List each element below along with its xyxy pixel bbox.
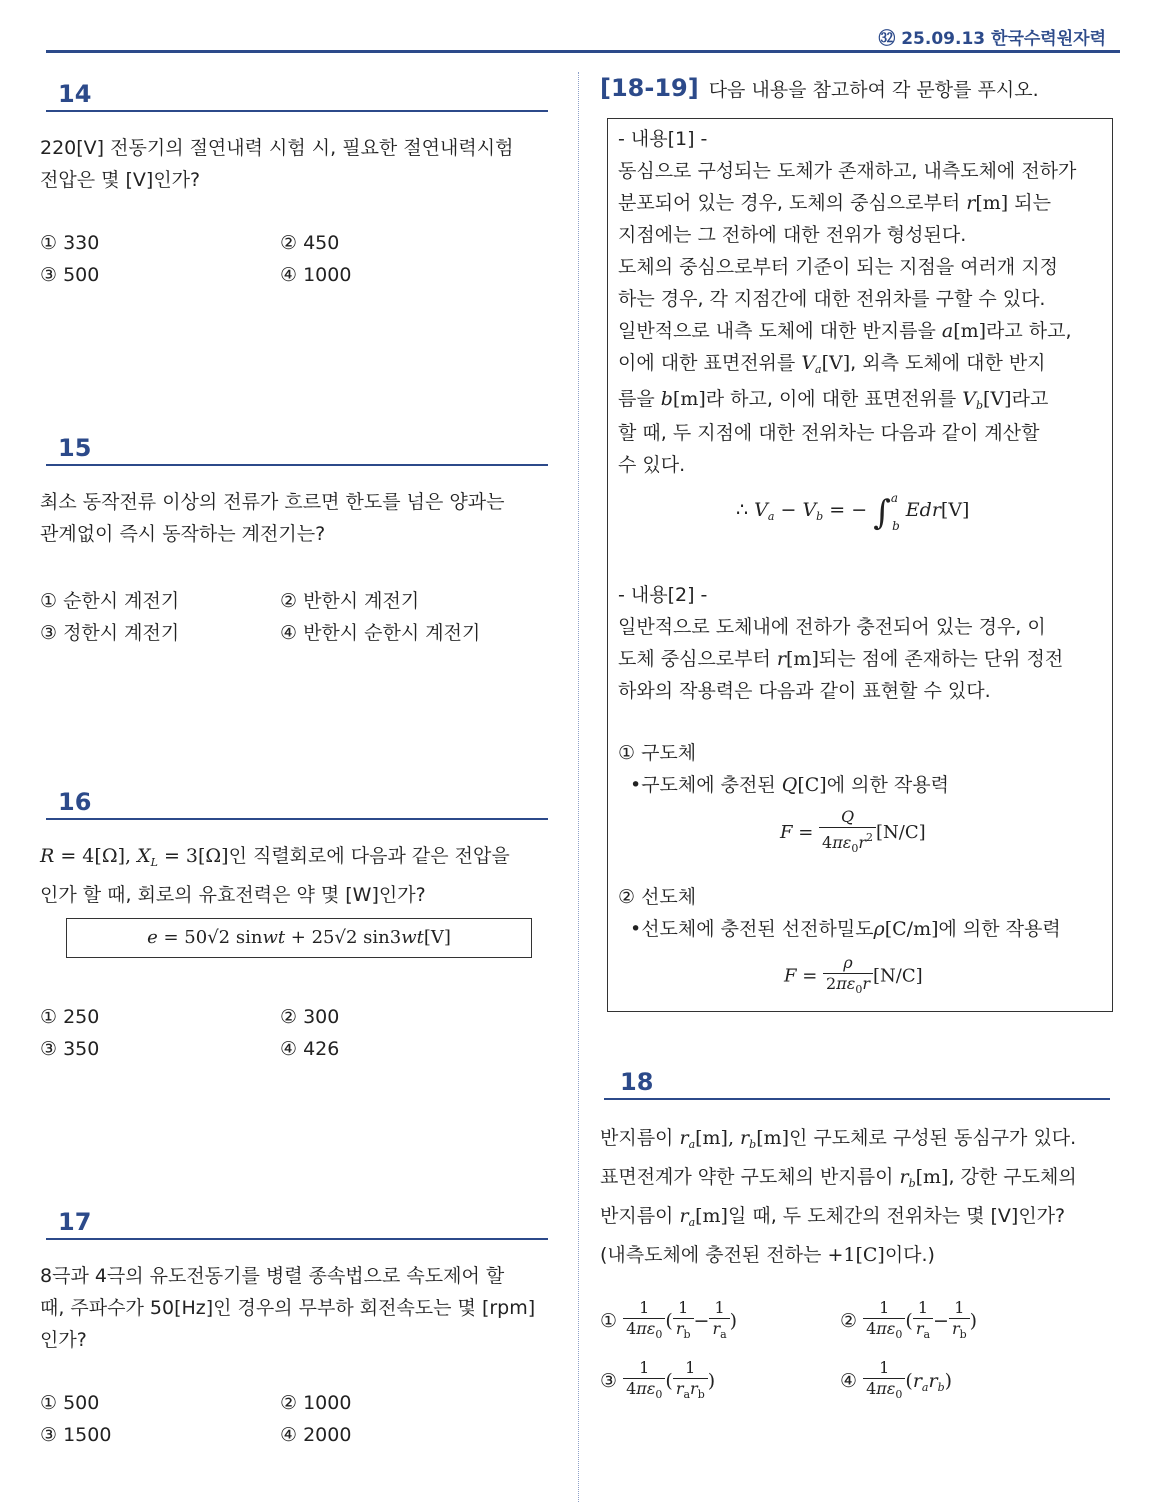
ref-text: 라고 bbox=[1011, 388, 1049, 410]
question-number: 15 bbox=[58, 434, 92, 462]
ref-text: 름을 bbox=[618, 388, 661, 410]
option-3[interactable]: ③ 350 bbox=[40, 1038, 100, 1060]
ref-text: •선도체에 충전된 선전하밀도 bbox=[630, 918, 874, 940]
question-text bbox=[40, 486, 504, 550]
question-line: 전압은 몇 [V]인가? bbox=[40, 169, 201, 191]
option-1[interactable]: ① $\frac{1}{4\pi\varepsilon_0}$ ( $\frac{1}{r_b}$ − $\frac{1}{r_a}$ ) bbox=[600, 1298, 738, 1341]
option-2[interactable]: ② 300 bbox=[280, 1006, 340, 1028]
option-3[interactable]: ③ 정한시 계전기 bbox=[40, 622, 180, 644]
option-1[interactable]: ① 500 bbox=[40, 1392, 100, 1414]
ref-text: 에 의한 작용력 bbox=[938, 918, 1061, 940]
option-4[interactable]: ④ $\frac{1}{4\pi\varepsilon_0}$ $(r_ar_b)$ bbox=[840, 1358, 953, 1401]
ref-line: 하와의 작용력은 다음과 같이 표현할 수 있다. bbox=[618, 680, 991, 702]
question-line-text: , 강한 구도체의 bbox=[948, 1166, 1077, 1188]
question-line-text: 이다.) bbox=[884, 1244, 935, 1266]
option-marker: ① bbox=[600, 1310, 618, 1332]
ref-text: 일반적으로 내측 도체에 대한 반지름을 bbox=[618, 320, 942, 342]
question-line: 인가? bbox=[40, 1329, 87, 1351]
option-2[interactable]: ② 450 bbox=[280, 232, 340, 254]
question-line: 때, 주파수가 50[Hz]인 경우의 무부하 회전속도는 몇 [rpm] bbox=[40, 1297, 536, 1319]
option-2[interactable]: ② 1000 bbox=[280, 1392, 352, 1414]
potential-difference-equation: ∴ $V_a - V_b$ = − ∫$^a_b$ Edr[V] bbox=[736, 491, 970, 533]
group-title bbox=[600, 74, 1039, 102]
ref-line: •구도체에 충전된 Q[C]에 의한 작용력 bbox=[630, 774, 949, 796]
column-divider bbox=[578, 72, 579, 1502]
question-underline bbox=[46, 1238, 548, 1240]
option-1[interactable]: ① 250 bbox=[40, 1006, 100, 1028]
ref-line: 도체 중심으로부터 r[m]되는 점에 존재하는 단위 정전 bbox=[618, 648, 1064, 670]
question-line-text: 반지름이 bbox=[600, 1205, 680, 1227]
voltage-equation-box: e = 50√2 sinwt + 25√2 sin3wt[V] bbox=[66, 918, 532, 958]
option-1[interactable]: ① 순한시 계전기 bbox=[40, 590, 180, 612]
ref-text: 라고 하고, bbox=[986, 320, 1072, 342]
question-text bbox=[40, 132, 513, 196]
option-3[interactable]: ③ 500 bbox=[40, 264, 100, 286]
option-1[interactable]: ① 330 bbox=[40, 232, 100, 254]
ref-text: 라 하고, 이에 대한 표면전위를 bbox=[705, 388, 963, 410]
question-line: 관계없이 즉시 동작하는 계전기는? bbox=[40, 523, 326, 545]
ref-text: 분포되어 있는 경우, 도체의 중심으로부터 bbox=[618, 192, 967, 214]
option-2[interactable]: ② 반한시 계전기 bbox=[280, 590, 420, 612]
question-line: 인가 할 때, 회로의 유효전력은 약 몇 [W]인가? bbox=[40, 884, 426, 906]
question-text bbox=[40, 840, 510, 911]
question-underline bbox=[604, 1098, 1110, 1100]
question-number: 14 bbox=[58, 80, 92, 108]
ref-line: 하는 경우, 각 지점간에 대한 전위차를 구할 수 있다. bbox=[618, 288, 1046, 310]
question-line: 반지름이 $r_a[m]$, $r_b[m]$인 구도체로 구성된 동심구가 있다. bbox=[600, 1127, 1077, 1151]
ref-line: 분포되어 있는 경우, 도체의 중심으로부터 r[m] 되는 bbox=[618, 192, 1051, 214]
question-line-text: 표면전계가 약한 구도체의 반지름이 bbox=[600, 1166, 900, 1188]
ref-heading-2: - 내용[2] - bbox=[618, 584, 708, 606]
ref-line: 이에 대한 표면전위를 $V_a[V]$, 외측 도체에 대한 반지 bbox=[618, 352, 1046, 376]
option-marker: ③ bbox=[600, 1370, 618, 1392]
header-title: ㉜ 25.09.13 한국수력원자력 bbox=[878, 29, 1106, 49]
question-line: (내측도체에 충전된 전하는 +1[C]이다.) bbox=[600, 1244, 935, 1266]
question-line: 표면전계가 약한 구도체의 반지름이 $r_b[m]$, 강한 구도체의 bbox=[600, 1166, 1077, 1190]
ref-text: , 외측 도체에 대한 반지 bbox=[850, 352, 1046, 374]
option-marker: ④ bbox=[840, 1370, 858, 1392]
ref-text: 되는 점에 존재하는 단위 정전 bbox=[818, 648, 1064, 670]
ref-text: 이에 대한 표면전위를 bbox=[618, 352, 802, 374]
ref-text: •구도체에 충전된 bbox=[630, 774, 782, 796]
ref-text: 도체 중심으로부터 bbox=[618, 648, 777, 670]
case-2-title: ② 선도체 bbox=[618, 886, 697, 908]
option-4[interactable]: ④ 1000 bbox=[280, 264, 352, 286]
sphere-force-equation: F = $\frac{Q}{4\pi\varepsilon_0r^2}$ [N/C] bbox=[780, 807, 926, 855]
ref-line: 일반적으로 도체내에 전하가 충전되어 있는 경우, 이 bbox=[618, 616, 1046, 638]
page-header bbox=[46, 20, 1120, 53]
option-marker: ② bbox=[840, 1310, 858, 1332]
reference-box bbox=[607, 118, 1113, 1012]
question-line: 반지름이 $r_a[m]$일 때, 두 도체간의 전위차는 몇 [V]인가? bbox=[600, 1205, 1066, 1229]
ref-line: 동심으로 구성되는 도체가 존재하고, 내측도체에 전하가 bbox=[618, 160, 1077, 182]
ref-text: 되는 bbox=[1008, 192, 1051, 214]
question-line-text: 반지름이 bbox=[600, 1127, 680, 1149]
question-line-text: (내측도체에 충전된 전하는 bbox=[600, 1244, 828, 1266]
option-3[interactable]: ③ 1500 bbox=[40, 1424, 112, 1446]
question-underline bbox=[46, 110, 548, 112]
question-line-text: 인 구도체로 구성된 동심구가 있다. bbox=[789, 1127, 1077, 1149]
question-number: 16 bbox=[58, 788, 92, 816]
option-3[interactable]: ③ $\frac{1}{4\pi\varepsilon_0}$ ( $\frac{1}{r_ar_b}$ ) bbox=[600, 1358, 716, 1401]
line-force-equation: F = $\frac{\rho}{2\pi\varepsilon_0r}$ [N/C] bbox=[784, 953, 923, 996]
group-intro: 다음 내용을 참고하여 각 문항를 푸시오. bbox=[708, 79, 1039, 101]
option-4[interactable]: ④ 2000 bbox=[280, 1424, 352, 1446]
question-line-text: 일 때, 두 도체간의 전위차는 몇 [V]인가? bbox=[727, 1205, 1066, 1227]
ref-line: 름을 b[m]라 하고, 이에 대한 표면전위를 $V_b[V]$라고 bbox=[618, 388, 1049, 412]
question-line: 최소 동작전류 이상의 전류가 흐르면 한도를 넘은 양과는 bbox=[40, 491, 505, 513]
ref-heading-1: - 내용[1] - bbox=[618, 128, 708, 150]
ref-line: 도체의 중심으로부터 기준이 되는 지점을 여러개 지정 bbox=[618, 256, 1059, 278]
option-4[interactable]: ④ 426 bbox=[280, 1038, 340, 1060]
question-line: R = 4[Ω], $X_L = 3[\Omega]$인 직렬회로에 다음과 같은 전압을 bbox=[40, 845, 510, 869]
question-underline bbox=[46, 464, 548, 466]
question-text bbox=[600, 1122, 1077, 1271]
ref-line: 지점에는 그 전하에 대한 전위가 형성된다. bbox=[618, 224, 967, 246]
question-underline bbox=[46, 818, 548, 820]
ref-text: 에 의한 작용력 bbox=[826, 774, 949, 796]
option-2[interactable]: ② $\frac{1}{4\pi\varepsilon_0}$ ( $\frac{1}{r_a}$ − $\frac{1}{r_b}$ ) bbox=[840, 1298, 978, 1341]
ref-line: •선도체에 충전된 선전하밀도ρ[C/m]에 의한 작용력 bbox=[630, 918, 1061, 940]
question-number: 18 bbox=[620, 1068, 654, 1096]
group-number: [18-19] bbox=[600, 74, 699, 102]
question-number: 17 bbox=[58, 1208, 92, 1236]
ref-line: 수 있다. bbox=[618, 454, 686, 476]
question-line: 8극과 4극의 유도전동기를 병렬 종속법으로 속도제어 할 bbox=[40, 1265, 505, 1287]
option-4[interactable]: ④ 반한시 순한시 계전기 bbox=[280, 622, 481, 644]
ref-line: 일반적으로 내측 도체에 대한 반지름을 a[m]라고 하고, bbox=[618, 320, 1072, 342]
question-line-text: 인 직렬회로에 다음과 같은 전압을 bbox=[228, 845, 510, 867]
question-line: 220[V] 전동기의 절연내력 시험 시, 필요한 절연내력시험 bbox=[40, 137, 514, 159]
case-1-title: ① 구도체 bbox=[618, 742, 697, 764]
ref-line: 할 때, 두 지점에 대한 전위차는 다음과 같이 계산할 bbox=[618, 422, 1040, 444]
question-text bbox=[40, 1260, 535, 1356]
